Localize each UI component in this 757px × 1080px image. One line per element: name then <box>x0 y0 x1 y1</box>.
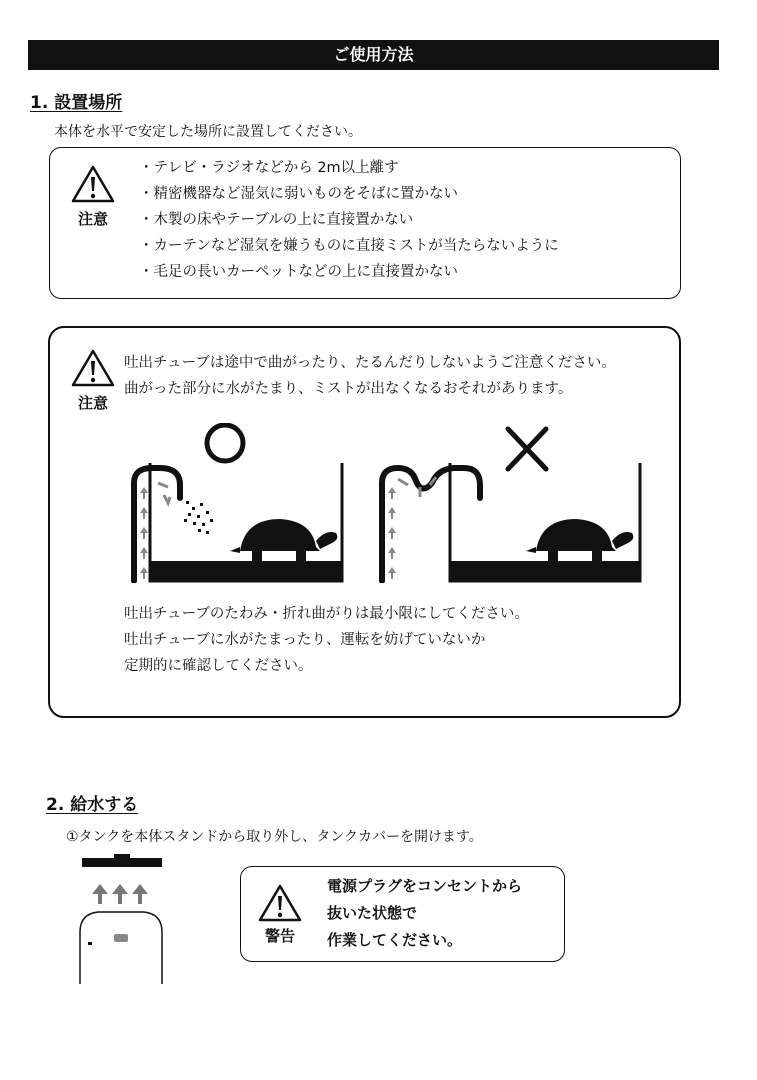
correct-setup-illustration <box>120 423 350 583</box>
circle-ok-icon <box>207 425 243 461</box>
warning-label: 警告 <box>264 927 295 945</box>
warning-triangle-icon <box>70 164 116 204</box>
caution-list <box>139 155 559 285</box>
step1-instruction: ①タンクを本体スタンドから取り外し、タンクカバーを開けます。 <box>66 829 483 845</box>
arrow-up-icon <box>388 487 396 579</box>
turtle-icon <box>526 519 633 561</box>
caution-box-tube <box>48 326 681 718</box>
tank-illustration <box>74 852 174 987</box>
caution-label: 注意 <box>77 394 108 412</box>
list-item: ・精密機器など湿気に弱いものをそばに置かない <box>139 186 458 202</box>
tube-caution-line: 吐出チューブは途中で曲がったり、たるんだりしないようご注意ください。 <box>124 355 616 371</box>
warning-line: 電源プラグをコンセントから <box>327 877 523 895</box>
caution-box-placement <box>49 147 681 299</box>
list-item: ・毛足の長いカーペットなどの上に直接置かない <box>139 264 458 280</box>
tube-caution-line: 曲がった部分に水がたまり、ミストが出なくなるおそれがあります。 <box>124 381 573 397</box>
tube-footer-line: 吐出チューブに水がたまったり、運転を妨げていないか <box>124 632 486 648</box>
warning-line: 抜いた状態で <box>327 904 418 922</box>
page-header: ご使用方法 <box>28 40 719 70</box>
section-heading-installation: 1. 設置場所 <box>30 93 123 113</box>
arrow-up-icon <box>92 884 148 904</box>
warning-box-unplug <box>240 866 565 962</box>
installation-intro: 本体を水平で安定した場所に設置してください。 <box>54 124 362 140</box>
list-item: ・テレビ・ラジオなどから 2m以上離す <box>139 160 399 176</box>
tube-footer-line: 吐出チューブのたわみ・折れ曲がりは最小限にしてください。 <box>124 606 529 622</box>
turtle-icon <box>230 519 337 561</box>
warning-triangle-icon <box>70 348 116 388</box>
arrow-up-icon <box>140 487 148 579</box>
section-heading-water-supply: 2. 給水する <box>46 795 139 815</box>
list-item: ・カーテンなど湿気を嫌うものに直接ミストが当たらないように <box>139 238 559 254</box>
list-item: ・木製の床やテーブルの上に直接置かない <box>139 212 414 228</box>
cross-ng-icon <box>508 429 546 469</box>
caution-label: 注意 <box>77 210 108 228</box>
warning-line: 作業してください。 <box>327 931 463 949</box>
warning-triangle-icon <box>257 883 303 923</box>
tube-footer-line: 定期的に確認してください。 <box>124 658 313 674</box>
wrong-setup-illustration <box>368 423 648 583</box>
